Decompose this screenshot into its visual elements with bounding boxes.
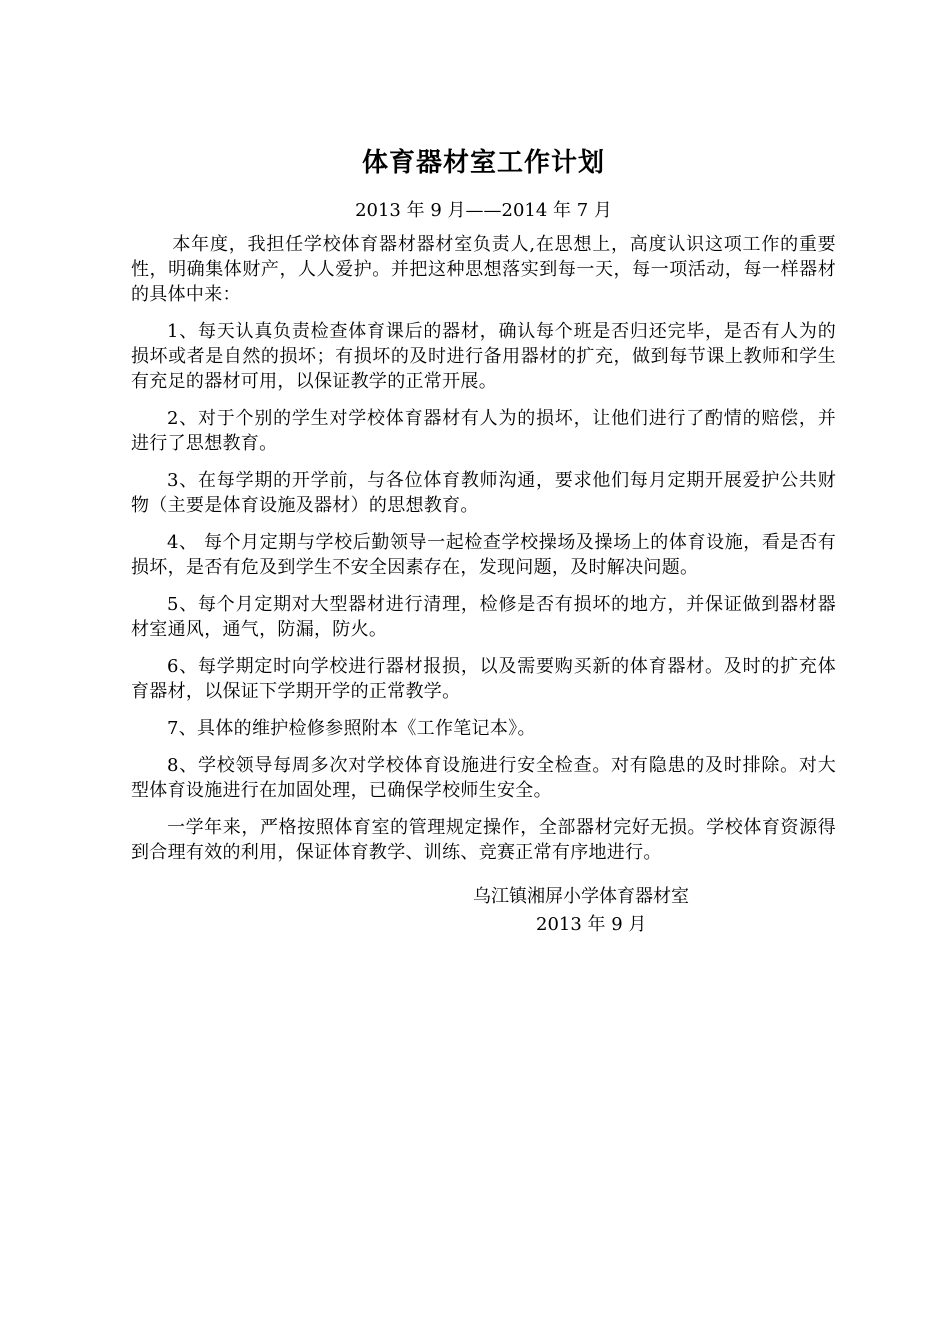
document-title: 体育器材室工作计划 <box>361 148 605 178</box>
document-period: 2013 年 9 月——2014 年 7 月 <box>355 200 612 221</box>
plan-item-1: 1、每天认真负责检查体育课后的器材，确认每个班是否归还完毕，是否有人为的损坏或者是自然的损坏；有损坏的及时进行备用器材的扩充，做到每节课上教师和学生有充足的器材可用，以保证教学的正常开展。 <box>131 321 836 392</box>
document-page <box>131 140 836 939</box>
signature-organization: 乌江镇湘屏小学体育器材室 <box>473 886 689 907</box>
signature-block <box>131 883 836 939</box>
plan-item-5: 5、每个月定期对大型器材进行清理，检修是否有损坏的地方，并保证做到器材器材室通风，通气，防漏，防火。 <box>131 594 836 640</box>
signature-date: 2013 年 9 月 <box>536 914 647 935</box>
plan-item-3: 3、在每学期的开学前，与各位体育教师沟通，要求他们每月定期开展爱护公共财物（主要是体育设施及器材）的思想教育。 <box>131 470 836 516</box>
conclusion-paragraph: 一学年来，严格按照体育室的管理规定操作，全部器材完好无损。学校体育资源得到合理有效的利用，保证体育教学、训练、竞赛正常有序地进行。 <box>131 817 836 863</box>
plan-item-6: 6、每学期定时向学校进行器材报损，以及需要购买新的体育器材。及时的扩充体育器材，以保证下学期开学的正常教学。 <box>131 656 836 702</box>
plan-item-7: 7、具体的维护检修参照附本《工作笔记本》。 <box>167 718 536 739</box>
plan-item-4: 4、 每个月定期与学校后勤领导一起检查学校操场及操场上的体育设施，看是否有损坏，是否有危及到学生不安全因素存在，发现问题，及时解决问题。 <box>131 532 836 578</box>
plan-item-8: 8、学校领导每周多次对学校体育设施进行安全检查。对有隐患的及时排除。对大型体育设施进行在加固处理，已确保学校师生安全。 <box>131 755 836 801</box>
plan-item-2: 2、对于个别的学生对学校体育器材有人为的损坏，让他们进行了酌情的赔偿，并进行了思想教育。 <box>131 408 836 454</box>
intro-paragraph: 本年度，我担任学校体育器材器材室负责人,在思想上，高度认识这项工作的重要性，明确集体财产，人人爱护。并把这种思想落实到每一天，每一项活动，每一样器材的具体中来： <box>131 234 836 305</box>
